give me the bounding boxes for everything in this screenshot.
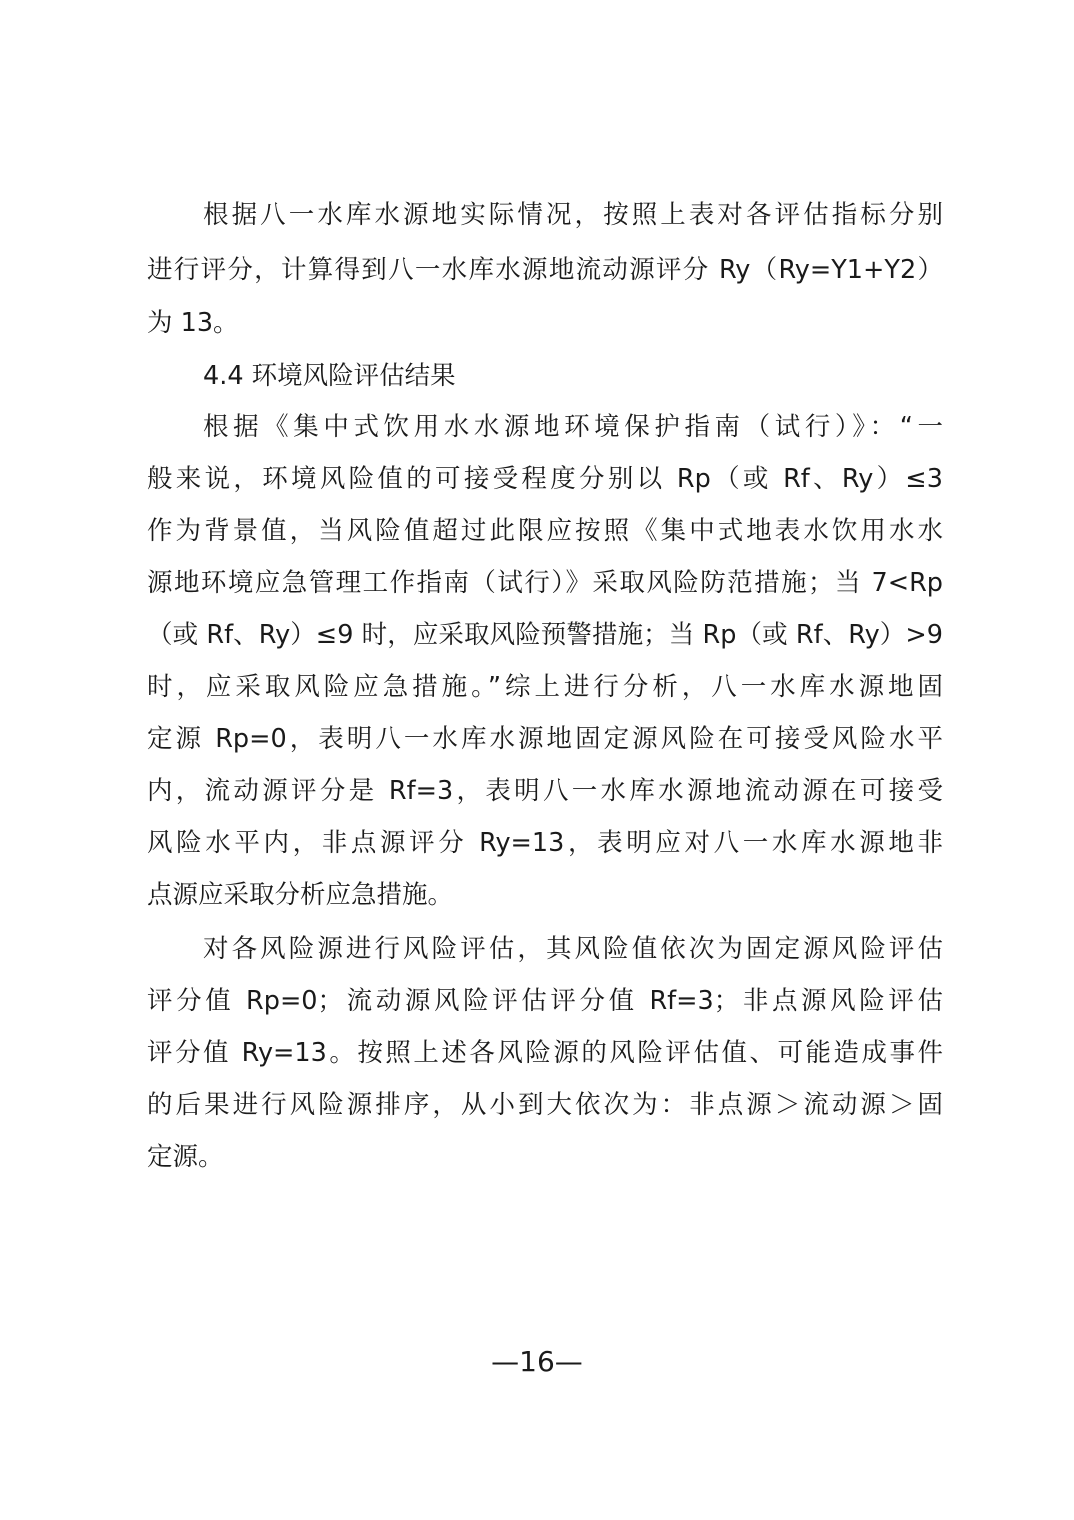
paragraph-3-line-4: 的后果进行风险源排序，从小到大依次为：非点源＞流动源＞固 (147, 1090, 943, 1120)
paragraph-2-line-3: 作为背景值，当风险值超过此限应按照《集中式地表水饮用水水 (147, 516, 943, 546)
paragraph-3-line-5: 定源。 (147, 1142, 224, 1172)
section-heading: 4.4 环境风险评估结果 (203, 361, 456, 391)
paragraph-2-line-4: 源地环境应急管理工作指南（试行）》采取风险防范措施；当 7<Rp (147, 568, 943, 598)
paragraph-3-line-2: 评分值 Rp=0；流动源风险评估评分值 Rf=3；非点源风险评估 (147, 986, 943, 1016)
paragraph-2-line-9: 风险水平内，非点源评分 Ry=13，表明应对八一水库水源地非 (147, 828, 943, 858)
paragraph-2-line-8: 内，流动源评分是 Rf=3，表明八一水库水源地流动源在可接受 (147, 776, 943, 806)
paragraph-1-line-2: 进行评分，计算得到八一水库水源地流动源评分 Ry（Ry=Y1+Y2） (147, 255, 943, 285)
paragraph-2-line-6: 时，应采取风险应急措施。”综上进行分析，八一水库水源地固 (147, 672, 943, 702)
paragraph-3-line-3: 评分值 Ry=13。按照上述各风险源的风险评估值、可能造成事件 (147, 1038, 943, 1068)
paragraph-2-line-7: 定源 Rp=0，表明八一水库水源地固定源风险在可接受风险水平 (147, 724, 943, 754)
paragraph-2-line-2: 般来说，环境风险值的可接受程度分别以 Rp（或 Rf、Ry）≤3 (147, 464, 943, 494)
paragraph-1-line-1: 根据八一水库水源地实际情况，按照上表对各评估指标分别 (203, 200, 943, 230)
paragraph-1-line-3: 为 13。 (147, 308, 239, 338)
page-number: —16— (491, 1345, 583, 1378)
paragraph-3-line-1: 对各风险源进行风险评估，其风险值依次为固定源风险评估 (203, 934, 943, 964)
paragraph-2-line-10: 点源应采取分析应急措施。 (147, 880, 454, 910)
paragraph-2-line-1: 根据《集中式饮用水水源地环境保护指南（试行）》：“一 (203, 412, 943, 442)
paragraph-2-line-5: （或 Rf、Ry）≤9 时，应采取风险预警措施；当 Rp（或 Rf、Ry）>9 (147, 620, 943, 650)
